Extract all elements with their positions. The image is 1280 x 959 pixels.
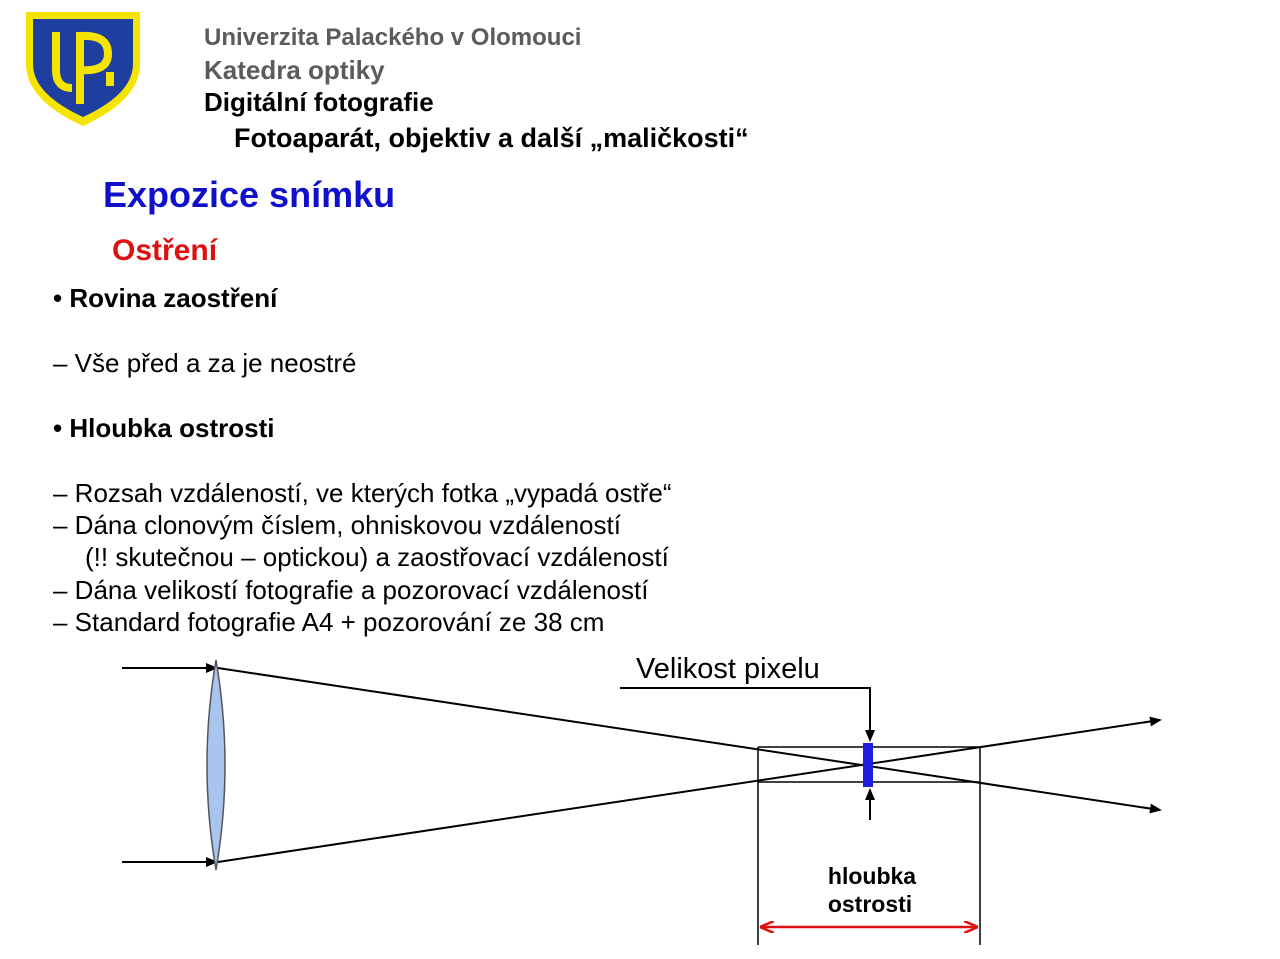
text-line: (!! skutečnou – optickou) a zaostřovací vzdáleností <box>85 542 669 572</box>
lens <box>207 660 225 870</box>
text-line: – Vše před a za je neostré <box>53 348 357 378</box>
pixel-size-label: Velikost pixelu <box>636 653 820 685</box>
depth-of-field-diagram <box>0 640 1280 959</box>
pixel-label-leader <box>620 688 870 740</box>
bullet-depth-of-field: • Hloubka ostrosti <box>53 413 275 443</box>
slide-subtitle: Ostření <box>112 234 218 267</box>
course-name: Digitální fotografie <box>204 87 434 117</box>
dof-label-line2: ostrosti <box>827 891 913 917</box>
converging-ray-bottom <box>218 720 1160 862</box>
converging-ray-top <box>218 668 1160 810</box>
university-logo <box>22 8 144 128</box>
university-name: Univerzita Palackého v Olomouci <box>204 24 582 51</box>
text-line: – Dána clonovým číslem, ohniskovou vzdáleností <box>53 510 621 540</box>
dof-label-line1: hloubka <box>827 863 917 889</box>
text-line: – Rozsah vzdáleností, ve kterých fotka „vypadá ostře“ <box>53 478 672 508</box>
pixel-marker <box>863 743 873 787</box>
slide-title: Expozice snímku <box>103 174 396 215</box>
department-name: Katedra optiky <box>204 55 385 85</box>
lecture-title: Fotoaparát, objektiv a další „maličkosti“ <box>234 123 749 153</box>
text-line: – Dána velikostí fotografie a pozorovací vzdáleností <box>53 575 649 605</box>
text-line: – Standard fotografie A4 + pozorování ze 38 cm <box>53 607 605 637</box>
bullet-focus-plane: • Rovina zaostření <box>53 283 278 313</box>
